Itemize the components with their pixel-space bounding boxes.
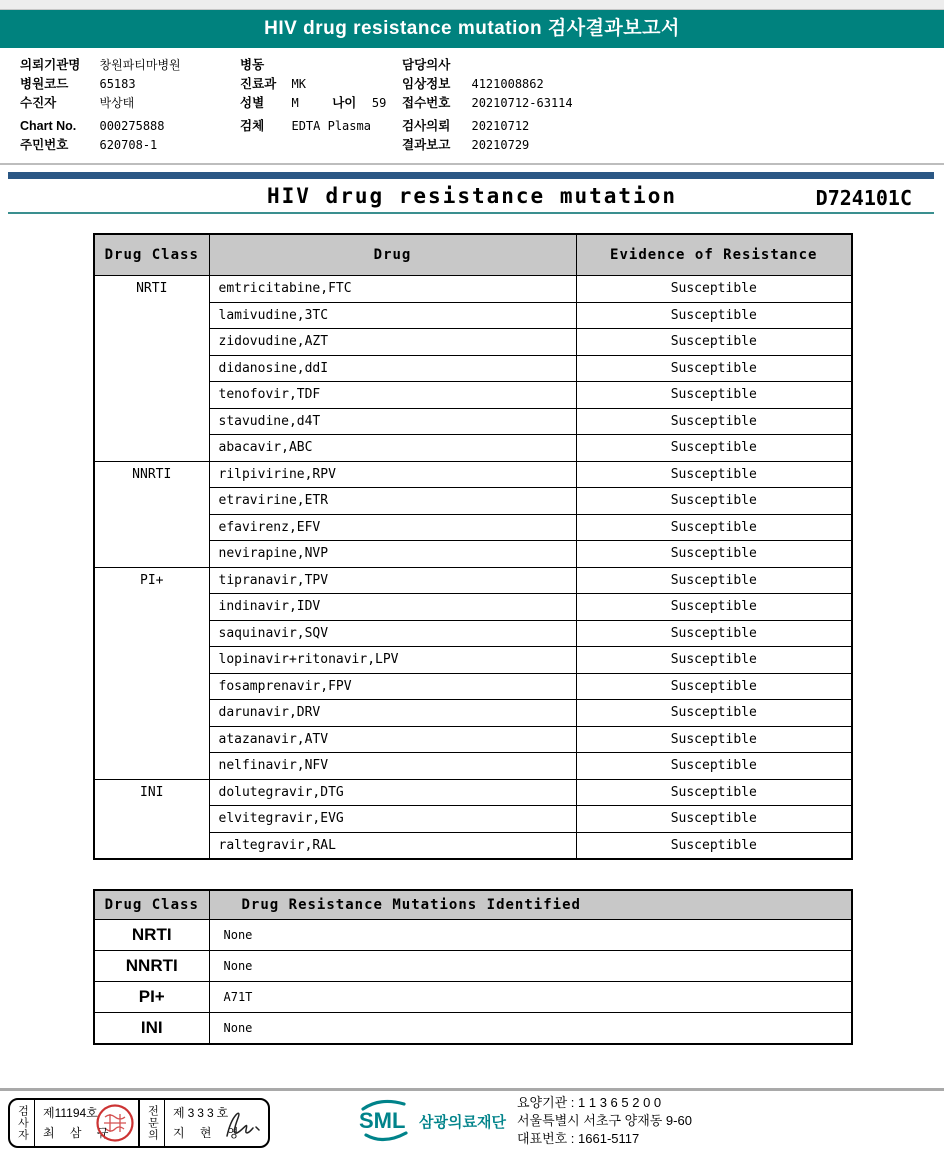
info-row [402, 136, 742, 155]
evidence-cell: Susceptible [576, 329, 852, 356]
drug-class-cell: INI [94, 1013, 209, 1045]
field-label: 성별 [240, 96, 265, 110]
field-label: 수진자 [20, 96, 57, 110]
table-header-row [94, 234, 852, 276]
evidence-cell: Susceptible [576, 461, 852, 488]
drug-cell: efavirenz,EFV [209, 514, 576, 541]
column-header-drug-class: Drug Class [94, 890, 209, 920]
red-seal-stamp-icon [95, 1103, 135, 1143]
lab-info-line: 서울특별시 서초구 양재동 9-60 [516, 1113, 692, 1128]
info-row [20, 75, 238, 94]
sml-logo-text: SML [359, 1107, 406, 1133]
drug-cell: etravirine,ETR [209, 488, 576, 515]
drug-cell: didanosine,ddI [209, 355, 576, 382]
examiner-cell [35, 1100, 139, 1146]
field-label: 담당의사 [402, 58, 451, 72]
lab-contact-info [517, 1094, 692, 1148]
evidence-cell: Susceptible [576, 647, 852, 674]
drug-cell: atazanavir,ATV [209, 726, 576, 753]
lab-info-line: 요양기관 : 1 1 3 6 5 2 0 0 [516, 1095, 662, 1110]
specialist-license-no: 제333호 [173, 1106, 232, 1120]
specialist-role-cell [139, 1100, 165, 1146]
drug-cell: nelfinavir,NFV [209, 753, 576, 780]
field-label: 진료과 [240, 77, 277, 91]
mutations-identified-table [93, 889, 853, 1045]
column-header-evidence: Evidence of Resistance [576, 234, 852, 276]
evidence-cell: Susceptible [576, 753, 852, 780]
field-label: 의뢰기관명 [20, 58, 81, 72]
field-value: 20210712-63114 [471, 96, 573, 110]
mutations-cell: None [209, 1013, 852, 1045]
evidence-cell: Susceptible [576, 514, 852, 541]
drug-cell: raltegravir,RAL [209, 832, 576, 859]
drug-class-cell: NRTI [94, 920, 209, 951]
field-label: 주민번호 [20, 138, 69, 152]
evidence-cell: Susceptible [576, 435, 852, 462]
drug-cell: dolutegravir,DTG [209, 779, 576, 806]
field-label: 검사의뢰 [402, 119, 451, 133]
field-value: 창원파티마병원 [99, 58, 181, 72]
evidence-cell: Susceptible [576, 700, 852, 727]
examiner-license-no: 제11194호 [43, 1106, 98, 1120]
evidence-cell: Susceptible [576, 806, 852, 833]
field-value: 20210712 [471, 119, 530, 133]
patient-info-left-column [20, 56, 238, 155]
specialist-cell [165, 1100, 268, 1146]
evidence-cell: Susceptible [576, 408, 852, 435]
drug-cell: abacavir,ABC [209, 435, 576, 462]
info-row [402, 75, 742, 94]
signature-box [8, 1098, 270, 1148]
lab-footer [356, 1094, 692, 1148]
table-row [94, 567, 852, 594]
evidence-cell: Susceptible [576, 594, 852, 621]
drug-cell: indinavir,IDV [209, 594, 576, 621]
drug-class-cell: PI+ [94, 567, 209, 779]
field-label: Chart No. [20, 119, 77, 133]
info-row [20, 56, 238, 75]
drug-cell: darunavir,DRV [209, 700, 576, 727]
evidence-cell: Susceptible [576, 726, 852, 753]
table-row [94, 982, 852, 1013]
table-row [94, 276, 852, 303]
drug-resistance-results-table [93, 233, 853, 860]
examiner-role-cell [10, 1100, 35, 1146]
field-label: 병원코드 [20, 77, 69, 91]
drug-cell: emtricitabine,FTC [209, 276, 576, 303]
table-header-row [94, 890, 852, 920]
info-row [402, 117, 742, 136]
drug-class-cell: NRTI [94, 276, 209, 462]
evidence-cell: Susceptible [576, 302, 852, 329]
examiner-role-label: 검사자 [16, 1105, 29, 1141]
field-value: M [291, 96, 299, 110]
drug-cell: zidovudine,AZT [209, 329, 576, 356]
examiner-name: 최 삼 규 [43, 1126, 115, 1140]
patient-info-middle-column [240, 56, 410, 136]
field-label: 검체 [240, 119, 265, 133]
patient-info-section [0, 56, 944, 160]
mutations-cell: None [209, 920, 852, 951]
drug-cell: saquinavir,SQV [209, 620, 576, 647]
field-value: 20210729 [471, 138, 530, 152]
footer-divider-line [0, 1088, 944, 1091]
field-value: 620708-1 [99, 138, 158, 152]
evidence-cell: Susceptible [576, 567, 852, 594]
info-row [240, 56, 410, 75]
info-row [240, 94, 410, 113]
table-row [94, 461, 852, 488]
lab-info-line: 대표번호 : 1661-5117 [516, 1131, 640, 1146]
evidence-cell: Susceptible [576, 620, 852, 647]
evidence-cell: Susceptible [576, 832, 852, 859]
field-value: MK [291, 77, 306, 91]
evidence-cell: Susceptible [576, 276, 852, 303]
info-row [240, 117, 410, 136]
mutations-cell: A71T [209, 982, 852, 1013]
column-header-drug-class: Drug Class [94, 234, 209, 276]
teal-rule-line [8, 212, 934, 214]
info-row [240, 75, 410, 94]
table-row [94, 779, 852, 806]
evidence-cell: Susceptible [576, 541, 852, 568]
mutations-cell: None [209, 951, 852, 982]
report-header-bar [0, 10, 944, 48]
sml-logo-icon [356, 1095, 412, 1148]
drug-cell: elvitegravir,EVG [209, 806, 576, 833]
field-label: 임상정보 [402, 77, 451, 91]
evidence-cell: Susceptible [576, 673, 852, 700]
table-row [94, 920, 852, 951]
column-header-drug: Drug [209, 234, 576, 276]
drug-class-cell: PI+ [94, 982, 209, 1013]
field-label: 병동 [240, 58, 265, 72]
field-label: 나이 [332, 96, 357, 110]
drug-cell: rilpivirine,RPV [209, 461, 576, 488]
drug-cell: fosamprenavir,FPV [209, 673, 576, 700]
evidence-cell: Susceptible [576, 382, 852, 409]
lab-name: 삼광의료재단 [419, 1113, 506, 1131]
report-title: HIV drug resistance mutation 검사결과보고서 [264, 18, 680, 39]
field-value: 박상태 [99, 96, 135, 110]
drug-cell: tipranavir,TPV [209, 567, 576, 594]
field-value: 4121008862 [471, 77, 544, 91]
top-edge-strip [0, 0, 944, 10]
table-row [94, 1013, 852, 1045]
field-value: 65183 [99, 77, 136, 91]
field-value: 59 [371, 96, 387, 110]
field-value: 000275888 [99, 119, 165, 133]
handwritten-signature-icon [220, 1106, 266, 1150]
drug-cell: tenofovir,TDF [209, 382, 576, 409]
info-row [402, 56, 742, 75]
drug-cell: nevirapine,NVP [209, 541, 576, 568]
drug-cell: stavudine,d4T [209, 408, 576, 435]
info-row [402, 94, 742, 113]
drug-class-cell: INI [94, 779, 209, 859]
evidence-cell: Susceptible [576, 779, 852, 806]
column-header-mutations: Drug Resistance Mutations Identified [209, 890, 852, 920]
info-row [20, 136, 238, 155]
info-row [20, 94, 238, 113]
drug-cell: lopinavir+ritonavir,LPV [209, 647, 576, 674]
gray-divider-line [0, 163, 944, 165]
evidence-cell: Susceptible [576, 488, 852, 515]
drug-cell: lamivudine,3TC [209, 302, 576, 329]
patient-info-right-column [402, 56, 742, 155]
drug-class-cell: NNRTI [94, 461, 209, 567]
field-label: 접수번호 [402, 96, 451, 110]
field-label: 결과보고 [402, 138, 451, 152]
specialist-name: 지 현 영 [173, 1126, 245, 1140]
test-code: D724101C [815, 186, 912, 210]
table-row [94, 951, 852, 982]
info-row [20, 117, 238, 136]
specialist-role-label: 전문의 [146, 1105, 159, 1141]
section-title: HIV drug resistance mutation [266, 184, 677, 208]
field-value: EDTA Plasma [291, 119, 371, 133]
navy-accent-bar [8, 172, 934, 179]
evidence-cell: Susceptible [576, 355, 852, 382]
drug-class-cell: NNRTI [94, 951, 209, 982]
